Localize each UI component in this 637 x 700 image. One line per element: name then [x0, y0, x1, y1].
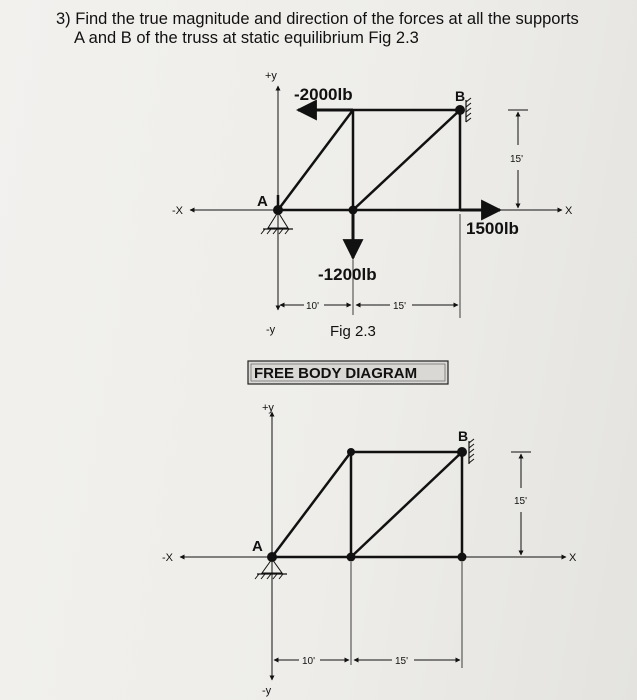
fbd-joint-b — [457, 447, 467, 457]
fig1-label-a: A — [257, 193, 268, 210]
fig1-force-center-label: -1200lb — [318, 265, 377, 284]
fbd-title-box — [248, 361, 448, 384]
free-body-diagram — [162, 402, 577, 697]
fig1-force-top-label: -2000lb — [294, 85, 353, 104]
fig1-dim-right-label: 15' — [393, 301, 407, 312]
fbd-dim-right-label: 15' — [395, 656, 409, 667]
fig1-member-right-diagonal — [353, 110, 460, 210]
fig1-joint-a — [273, 205, 283, 215]
fbd-axis-pos-x-label: X — [569, 552, 577, 564]
fig1-axis-neg-x-label: -X — [172, 205, 183, 217]
fig1-support-a-icon — [261, 212, 293, 234]
fbd-support-a-icon — [255, 559, 287, 579]
problem-line-2: A and B of the truss at static equilibrium Fig 2.3 — [74, 29, 419, 47]
fbd-label-b: B — [458, 428, 469, 444]
fig1-support-b-icon — [466, 98, 471, 122]
fig1-force-right-label: 1500lb — [466, 219, 519, 238]
fbd-truss — [272, 452, 462, 557]
fbd-axis-neg-y-label: -y — [262, 685, 272, 697]
fig1-dim-height-label: 15' — [510, 154, 524, 165]
fig1-axis-pos-y-label: +y — [265, 70, 277, 82]
fbd-dim-left-label: 10' — [302, 656, 316, 667]
problem-line-1: 3) Find the true magnitude and direction of the forces at all the supports — [56, 10, 579, 28]
fbd-axis-pos-y-label: +y — [262, 402, 274, 414]
fbd-joint-center-bottom — [347, 553, 356, 562]
fig1-dim-left-label: 10' — [306, 301, 320, 312]
fbd-member-right-diagonal — [351, 452, 462, 557]
fig1-caption: Fig 2.3 — [330, 323, 376, 340]
fbd-joint-center-top — [347, 448, 355, 456]
fig1-joint-b — [455, 105, 465, 115]
fbd-label-a: A — [252, 538, 263, 555]
fig1-axis-pos-x-label: X — [565, 205, 573, 217]
fbd-title: FREE BODY DIAGRAM — [254, 365, 418, 382]
fbd-dim-height-label: 15' — [514, 496, 528, 507]
fig1-label-b: B — [455, 88, 466, 104]
fig1-truss — [278, 110, 460, 210]
fbd-joint-right-bottom — [458, 553, 467, 562]
fbd-support-b-icon — [469, 439, 474, 464]
fig1-axis-neg-y-label: -y — [266, 324, 276, 336]
fbd-joint-a — [267, 552, 277, 562]
fig1-member-left-diagonal — [278, 110, 353, 210]
fbd-member-left-diagonal — [272, 452, 351, 557]
fbd-axis-neg-x-label: -X — [162, 552, 173, 564]
figure-2-3 — [172, 70, 573, 340]
